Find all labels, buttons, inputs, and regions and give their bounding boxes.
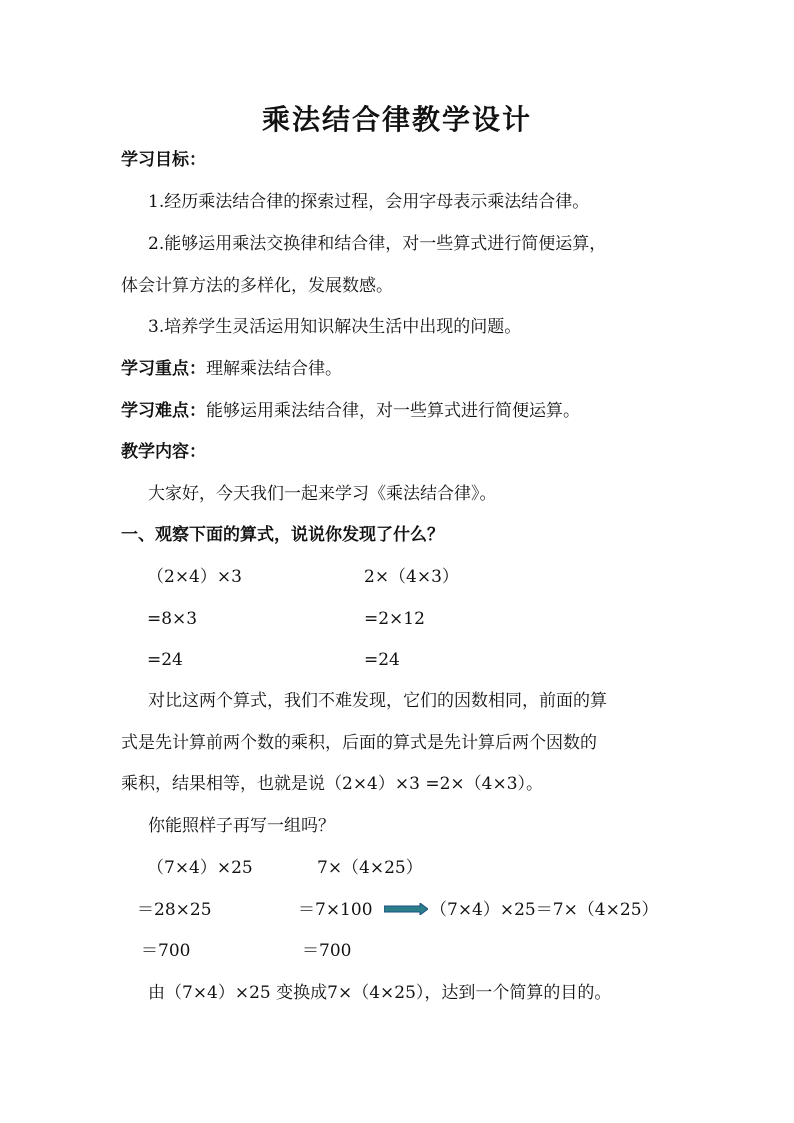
objective-item-1: 1.经历乘法结合律的探索过程，会用字母表示乘法结合律。 — [148, 192, 590, 212]
example1-right-line-2: =2×12 — [364, 609, 425, 629]
document-title: 乘法结合律教学设计 — [261, 103, 532, 136]
objectives-heading: 学习目标： — [121, 150, 206, 170]
example2-left-line-2: ＝28×25 — [137, 900, 212, 920]
example1-left-line-2: =8×3 — [147, 609, 198, 629]
conclusion-text: 由（7×4）×25 变换成7×（4×25），达到一个简算的目的。 — [148, 983, 612, 1003]
arrow-right-shape — [384, 903, 428, 915]
example2-right-line-1: 7×（4×25） — [317, 858, 423, 878]
explanation-line-1: 对比这两个算式，我们不难发现，它们的因数相同，前面的算 — [148, 691, 607, 711]
content-intro: 大家好，今天我们一起来学习《乘法结合律》。 — [148, 484, 497, 504]
difficulty-label: 学习难点： — [121, 401, 206, 421]
content-heading: 教学内容： — [121, 442, 206, 462]
key-point-text: 理解乘法结合律。 — [206, 359, 342, 379]
example1-left-line-1: （2×4）×3 — [147, 567, 242, 587]
difficulty-text: 能够运用乘法结合律，对一些算式进行简便运算。 — [206, 401, 580, 421]
explanation-line-2: 式是先计算前两个数的乘积，后面的算式是先计算后两个因数的 — [121, 733, 597, 753]
example1-right-line-1: 2×（4×3） — [364, 567, 459, 587]
explanation-line-3: 乘积，结果相等，也就是说（2×4）×3 =2×（4×3）。 — [121, 774, 544, 794]
example2-right-line-2: ＝7×100 — [298, 900, 373, 920]
example1-right-line-3: =24 — [364, 650, 400, 670]
example1-left-line-3: =24 — [147, 650, 183, 670]
example2-left-line-1: （7×4）×25 — [147, 858, 253, 878]
example2-left-line-3: ＝700 — [141, 941, 191, 961]
prompt-text: 你能照样子再写一组吗？ — [148, 816, 335, 836]
objective-item-2: 2.能够运用乘法交换律和结合律，对一些算式进行简便运算， — [148, 234, 607, 254]
example2-result: （7×4）×25＝7×（4×25） — [430, 900, 659, 920]
key-point — [121, 358, 342, 380]
example2-right-line-3: ＝700 — [302, 941, 352, 961]
objective-item-2-continued: 体会计算方法的多样化，发展数感。 — [121, 276, 393, 296]
difficulty — [121, 400, 580, 422]
arrow-right-icon — [384, 903, 428, 915]
objective-item-3: 3.培养学生灵活运用知识解决生活中出现的问题。 — [148, 317, 522, 337]
key-point-label: 学习重点： — [121, 359, 206, 379]
section-1-heading: 一、观察下面的算式，说说你发现了什么？ — [121, 525, 444, 545]
